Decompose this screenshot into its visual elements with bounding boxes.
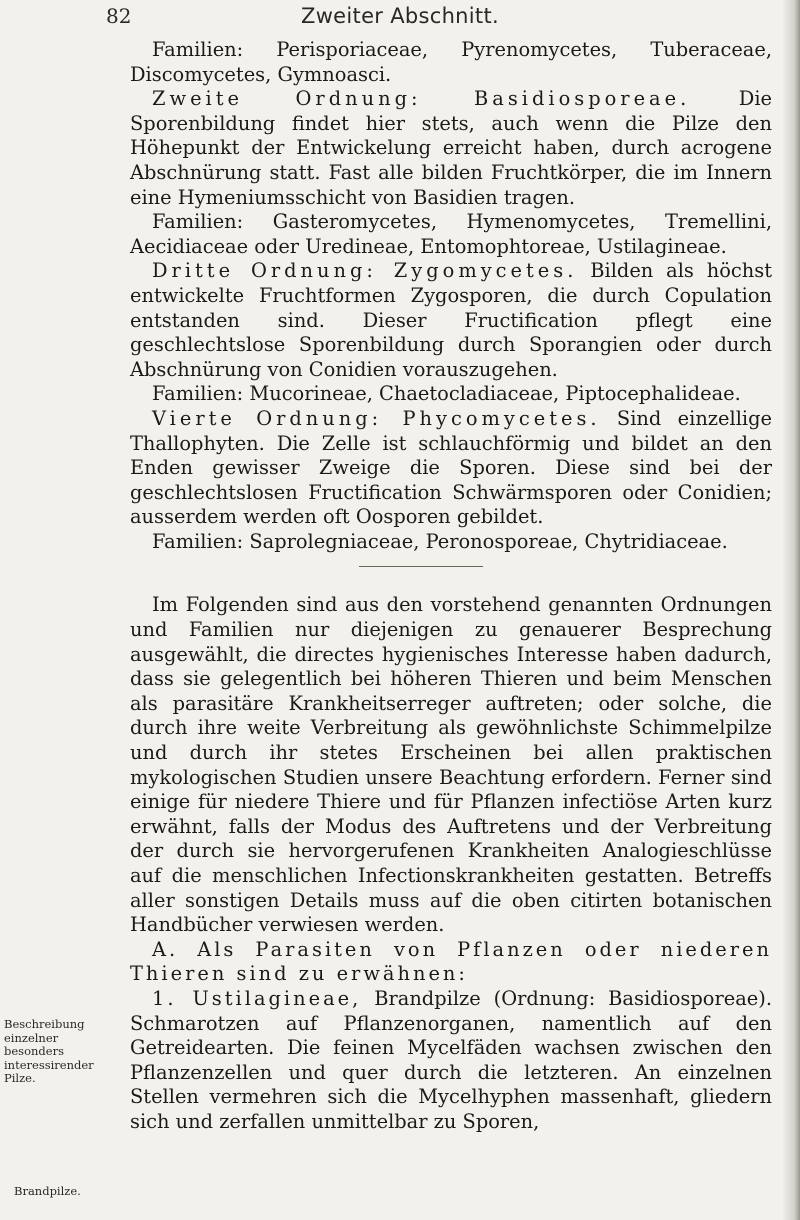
paragraph-familien-1: Familien: Perisporiaceae, Pyrenomycetes, Tuberaceae, Discomycetes, Gymnoasci.	[130, 38, 772, 86]
page-number: 82	[106, 4, 132, 28]
text-vierte-ordnung: Sind einzellige Thallophyten. Die Zelle ist schlauchförmig und bildet an den Enden gewisser Zweige die Sporen. Diese sind bei der geschlechtslosen Fructification Schwärmsporen oder Conidien; ausserdem werden oft Oosporen gebildet.	[130, 406, 772, 529]
heading-ustilagineae: 1. Ustilagineae,	[152, 986, 362, 1010]
heading-dritte-ordnung: Dritte Ordnung: Zygomycetes.	[152, 259, 578, 283]
heading-zweite-ordnung: Zweite Ordnung: Basidiosporeae.	[152, 87, 691, 111]
text-ustilagineae: Brandpilze (Ordnung: Basidiosporeae). Schmarotzen auf Pflanzenorganen, namentlich auf den Getreidearten. Die feinen Mycelfäden wachsen zwischen den Pflanzenzellen und quer durch die letzteren. An einzelnen Stellen vermehren sich die Mycelhyphen massenhaft, gliedern sich und zerfallen unmittelbar zu Sporen,	[130, 986, 772, 1133]
margin-note-brandpilze: Brandpilze.	[14, 1184, 81, 1198]
paragraph-zweite-ordnung	[130, 87, 772, 210]
paragraph-dritte-ordnung	[130, 259, 772, 382]
heading-vierte-ordnung: Vierte Ordnung: Phycomycetes.	[152, 406, 601, 430]
paragraph-familien-2: Familien: Gasteromycetes, Hymenomycetes, Tremellini, Aecidiaceae oder Uredineae, Entomophtoreae, Ustilagineae.	[130, 210, 772, 258]
page-edge-shadow	[782, 0, 800, 1220]
text-dritte-ordnung: Bilden als höchst entwickelte Fruchtformen Zygosporen, die durch Copulation entstanden sind. Dieser Fructification pflegt eine geschlechtslose Sporenbildung durch Sporangien oder durch Abschnürung von Conidien vorauszugehen.	[130, 259, 772, 381]
text-zweite-ordnung: Die Sporenbildung findet hier stets, auch wenn die Pilze den Höhepunkt der Entwickelung erreicht haben, durch acrogene Abschnürung statt. Fast alle bilden Fruchtkörper, die im Innern eine Hymeniumsschicht von Basidien tragen.	[130, 87, 772, 209]
paragraph-ustilagineae	[130, 987, 772, 1135]
section-divider	[359, 566, 483, 567]
margin-note-beschreibung: Beschreibung einzelner besonders interessirender Pilze.	[4, 1017, 94, 1085]
body-text	[130, 38, 772, 1135]
running-title: Zweiter Abschnitt.	[301, 4, 499, 28]
paragraph-vierte-ordnung	[130, 407, 772, 530]
paragraph-parasiten-heading: A. Als Parasiten von Pflanzen oder niederen Thieren sind zu erwähnen:	[130, 937, 772, 986]
paragraph-familien-4: Familien: Saprolegniaceae, Peronosporeae, Chytridiaceae.	[152, 529, 728, 553]
paragraph-im-folgenden: Im Folgenden sind aus den vorstehend genannten Ordnungen und Familien nur diejenigen zu genauerer Besprechung ausgewählt, die directes hygienisches Interesse haben dadurch, dass sie gelegentlich bei höheren Thieren und beim Menschen als parasitäre Krankheitserreger auftreten; oder solche, die durch ihre weite Verbreitung als gewöhnlichste Schimmelpilze und durch ihr stetes Erscheinen bei allen praktischen mykologischen Studien unsere Beachtung erfordern. Ferner sind einige für niedere Thiere und für Pflanzen infectiöse Arten kurz erwähnt, falls der Modus des Auftretens und der Verbreitung der durch sie hervorgerufenen Krankheiten Analogieschlüsse auf die menschlichen Infectionskrankheiten gestatten. Betreffs aller sonstigen Details muss auf die oben citirten botanischen Handbücher verwiesen werden.	[130, 593, 772, 937]
paragraph-familien-3: Familien: Mucorineae, Chaetocladiaceae, Piptocephalideae.	[152, 382, 741, 406]
